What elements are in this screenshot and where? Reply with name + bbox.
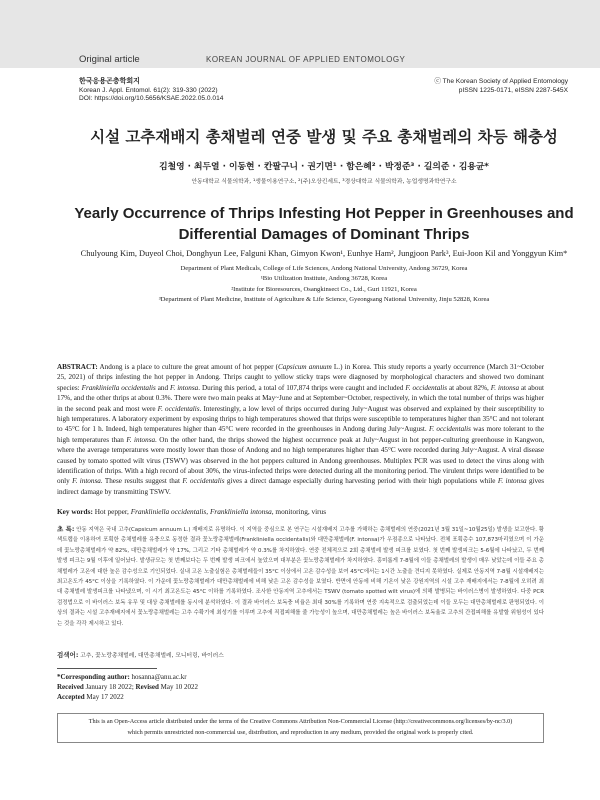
license-line: which permits unrestricted non-commercial use, distribution, and reproduction in any medium, provided the original work is properly cited. <box>127 728 474 736</box>
korean-title: 시설 고추재배지 총채벌레 연중 발생 및 주요 총채벌레의 차등 해충성 <box>90 128 558 146</box>
received-date: January 18 2022; <box>85 683 136 692</box>
footnote-divider <box>57 668 157 669</box>
english-title-line-2: Differential Damages of Dominant Thrips <box>178 226 470 243</box>
abstract-label: ABSTRACT: <box>57 363 98 371</box>
article-type-label: Original article <box>79 54 140 65</box>
affiliation: Department of Plant Medicals, College of Life Sciences, Andong National University, Andong 36729, Korea <box>180 265 468 272</box>
copyright: ⓒ The Korean Society of Applied Entomology <box>434 78 568 85</box>
english-authors: Chulyoung Kim, Duyeol Choi, Donghyun Lee, Falguni Khan, Gimyon Kwon¹, Eunhye Ham², Jungjoon Park³, Eui-Joon Kil and Yonggyun Kim* <box>80 249 568 258</box>
korean-keywords-label: 검색어: <box>57 651 79 659</box>
english-title <box>70 203 578 245</box>
english-title-line-1: Yearly Occurrence of Thrips Infesting Hot Pepper in Greenhouses and <box>74 205 574 222</box>
english-abstract: ABSTRACT: Andong is a place to culture the great amount of hot pepper (Capsicum annuum L.) in Korea. This study reports a yearly occurrence (March 31~October 25, 2021) of thrips infesting the hot pepper in Andong. Thrips caught to yellow sticky traps were diagnosed by morphological characters and showed two dominant species: Frankliniella occidentalis and F. intonsa. During this period, a total of 107,874 thrips were caught and included F. occidentalis at about 82%, F. intonsa at about 17%, and the other thrips at about 0.3%. There were two main peaks at May~June and at September~October, respectively, in which the total number of thrips was higher in the second peak and most were F. occidentalis. Interestingly, a low level of thrips occurred during July~August was observed and explained by their susceptibility to high temperatures. A laboratory experiment by exposing thrips to high temperatures showed that thrips were susceptible to temperatures higher than 35°C and not tolerant to 45°C for 1 h. Indeed, high temperatures higher than 45°C were recorded in the greenhouses in Andong during July~August. F. occidentalis was more tolerant to the high temperatures than F. intonsa. On the other hand, the thrips showed the highest occurrence peak at July~August in hot pepper-culturing greenhouse in Kangwon, where the average temperatures were mostly lower than those of Andong and no high temperatures higher than 45°C were recorded during July~August. A viral disease caused by tomato spotted wilt virus (TSWV) was observed in the hot peppers cultured in Andong greenhouses. Multiplex PCR was used to detect the virus along with identification of thrips. With a high record of about 30%, the virus-infected thrips were detected during all the monitoring period. The virulent thrips were identified to be only F. intonsa. These results suggest that F. occidentalis gives a direct damage especially during harvesting period with their high populations while F. intonsa gives indirect damage by transmitting TSWV. <box>57 363 545 496</box>
accepted-date: May 17 2022 <box>86 693 124 702</box>
korean-authors: 김철영 · 최두열 · 이동현 · 칸팔구니 · 권기면¹ · 함은혜² · 박정준³ · 길의준 · 김용균* <box>159 162 489 172</box>
corresponding-email[interactable]: hosanna@anu.ac.kr <box>129 673 187 681</box>
keywords-label: Key words: <box>57 507 93 516</box>
korean-affiliations: 안동대학교 식물의학과, ¹생물이용연구소, ²(주)오상킨세트, ³경상대학교 식물의학과, 농업생명과학연구소 <box>191 179 457 185</box>
journal-name: KOREAN JOURNAL OF APPLIED ENTOMOLOGY <box>206 55 406 64</box>
citation: Korean J. Appl. Entomol. 61(2): 319-330 (2022) <box>79 86 218 94</box>
journal-name-korean: 한국응용곤충학회지 <box>79 78 140 85</box>
corresponding-author-label: *Corresponding author: <box>57 673 130 681</box>
affiliation: ¹Bio Utilization Institute, Andong 36728, Korea <box>260 275 388 283</box>
revised-date: May 10 2022 <box>160 683 198 692</box>
english-keywords: Key words: Hot pepper, Frankliniella occidentalis, Frankliniella intonsa, monitoring, virus <box>57 507 327 516</box>
doi-link[interactable]: DOI: https://doi.org/10.5656/KSAE.2022.05.0.014 <box>79 95 224 103</box>
copyright-block <box>434 78 568 95</box>
issn: pISSN 1225-0171, eISSN 2287-545X <box>458 86 568 94</box>
korean-abstract-label: 초 록: <box>57 525 75 533</box>
license-line: This is an Open-Access article distributed under the terms of the Creative Commons Attribution Non-Commercial License (http://creativecommons.org/licenses/by-nc/3.0) <box>88 718 513 725</box>
affiliation: ²Institute for Bioresources, Osangkinsect Co., Ltd., Guri 11921, Korea <box>231 285 417 293</box>
korean-keywords: 검색어: 고추, 꽃노랑총채벌레, 대만총채벌레, 모니터링, 바이러스 <box>57 651 224 659</box>
english-affiliations <box>70 264 578 306</box>
correspondence-block: *Corresponding author: hosanna@anu.ac.kr Received January 18 2022; Revised May 10 2022 Accepted May 17 2022 <box>57 673 198 702</box>
korean-abstract: 초 록: 안동 지역은 국내 고추(Capsicum annuum L.) 재배지로 유명하다. 이 지역을 중심으로 본 연구는 시설재배지 고추를 가해하는 총채벌레의 연중(2021년 3월 31일~10월25일) 발생을 보고한다. 황색트랩을 이용하여 포획한 총채벌레를 유충으로 동정한 결과 꽃노랑총채벌레(Frankliniella occidentalis)와 대만총채벌레(F. intonsa)가 우점종으로 나타났다. 전체 포획총수 107,873마리였으며 이 가운데 꽃노랑총채벌레가 약 82%, 대만총채벌레가 약 17%, 그리고 기타 총채벌레가 약 0.3%를 차지하였다. 연중 전체적으로 2회 총채벌레 발생 피크를 보였다. 첫 번째 발생피크는 5-6월에 나타났고, 두 번째 발생 피크는 9월 이후에 일어났다. 발생규모는 첫 번째보다는 두 번째 발생 피크에서 높았으며 대부분은 꽃노랑총채벌레가 차지하였다. 흥미롭게 7-8월에 이들 총채벌레의 발생이 매우 낮았는데 이들 주요 총채벌레가 고온에 대한 높은 감수성으로 기인되었다. 실내 고온 노출실험은 총채벌레들이 35°C 이상에서 고온 감수성을 보여 45°C에서는 1시간 노출을 견디지 못하였다. 실제로 안동지역 7-8월 시설재배지는 최고온도가 45°C 이상을 기록하였다. 이 가운데 꽃노랑총채벌레가 대만총채벌레에 비해 낮은 고온 감수성을 보였다. 반면에 안동에 비해 기온이 낮은 강원지역의 시설 고추 재배지에서는 7-8월에 오히려 최대 총채벌레 발생피크를 나타냈으며, 이 시기 최고온도는 45°C 이하를 기록하였다. 조사한 안동지역 고추에서는 TSWV (tomato spotted wilt virus)에 의해 발병되는 바이러스병이 발생하였다. 다중 PCR 검정법으로 이 바이러스 보독 유무 및 대상 총채벌레를 동시에 분석하였다. 이 결과 바이러스 보독충 비율은 최대 30%를 기록하며 연중 지속적으로 검출되었는데 이들 모두는 대만총채벌레로 판명되었다. 이상의 결과는 시설 고추재배지에서 꽃노랑총채벌레는 고추 수확기에 최성기를 이루며 고추에 직접피해를 줄 가능성이 높으며, 대만총채벌레는 높은 바이러스 보독율로 고추의 간접피해를 유발할 위험성이 있다는 것을 각각 제시하고 있다. <box>57 525 544 627</box>
citation-block <box>79 78 223 104</box>
license-box <box>57 713 544 743</box>
affiliation: ³Department of Plant Medicine, Institute of Agriculture & Life Science, Gyeongsang National University, Jinju 52828, Korea <box>158 296 490 304</box>
